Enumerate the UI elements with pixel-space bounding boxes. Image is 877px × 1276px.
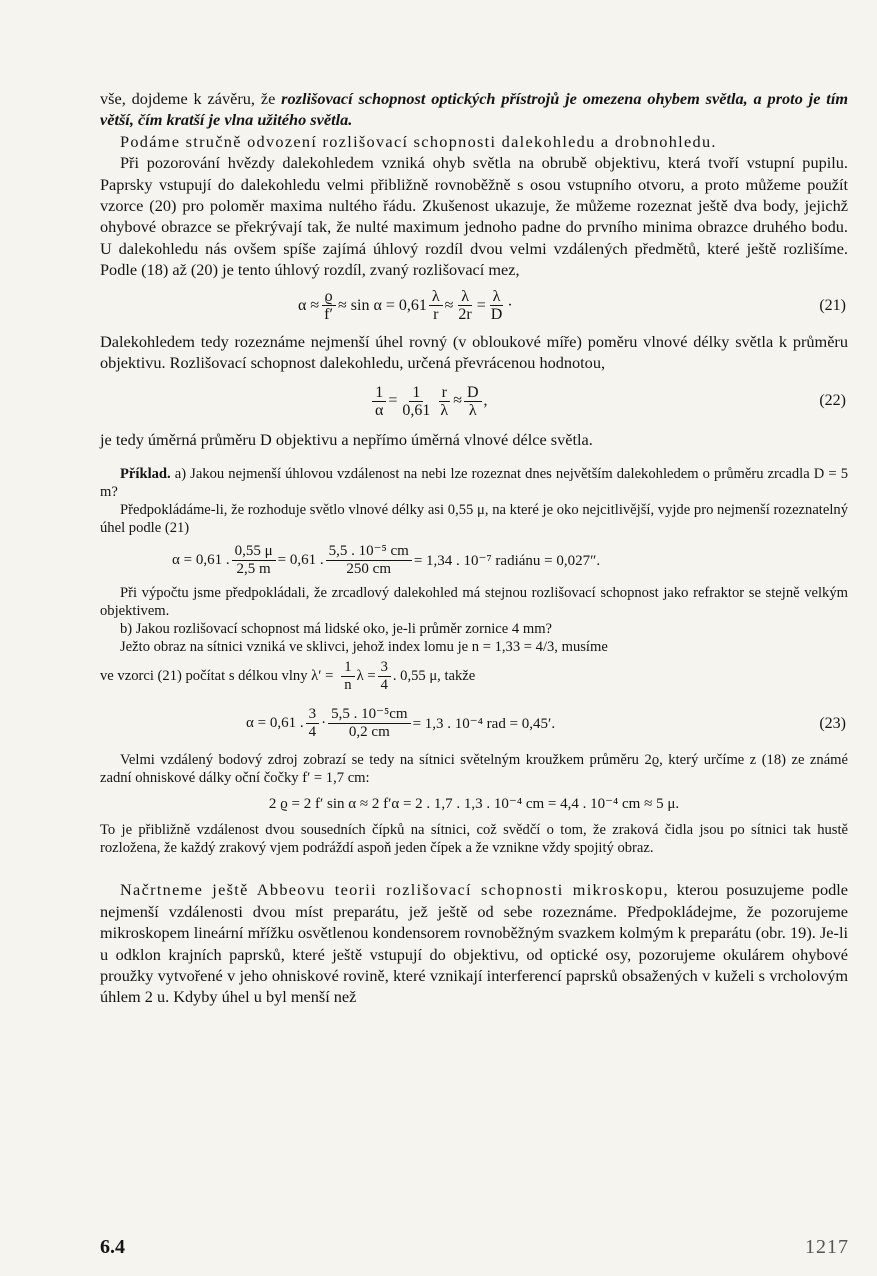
equation-number: (22) <box>819 392 846 410</box>
denominator: 0,2 cm <box>348 724 390 740</box>
example-retina: Velmi vzdálený bodový zdroj zobrazí se tedy na sítnici světelným kroužkem průměru 2ϱ, který určíme z (18) ze známé zadní ohniskové dálky oční čočky f′ = 1,7 cm: <box>100 751 848 786</box>
example-question-b: b) Jakou rozlišovací schopnost má lidské oko, je-li průměr zornice 4 mm? <box>120 621 553 638</box>
equation-number: (23) <box>819 714 846 732</box>
fraction <box>306 706 320 741</box>
numerator: 5,5 . 10⁻⁵ cm <box>326 543 412 561</box>
numerator: λ <box>429 288 443 306</box>
equation-21 <box>100 281 848 331</box>
paragraph-telescope: Při pozorování hvězdy dalekohledem vzniká ohyb světla na obrubě objektivu, která tvoří vstupní pupilu. Paprsky vstupují do dalekohledu velmi přibližně rovnoběžně s osou vstupního otvoru, a proto můžeme použít vzorce (20) pro poloměr maxima nultého řádu. Zkušenost ukazuje, že můžeme rozeznat ještě dva body, jejichž ohybové obrazce se překrývají tak, že nulté maximum jednoho padne do prvního minima obrazce druhého bodu. U dalekohledu nás ovšem spíše zajímá úhlový rozdíl dvou velmi vzdálených předmětů, které ještě rozlišíme. Podle (18) až (20) je tento úhlový rozdíl, zvaný rozlišovací mez, <box>100 153 848 280</box>
emphasis-text: rozlišovací schopnost optických přístrojů je omezena ohybem světla, a proto je tím větší, čím kratší je vlna užitého světla. <box>100 89 849 130</box>
example-index: Ježto obraz na sítnici vzniká ve sklivci, jehož index lomu je n = 1,33 = 4/3, musíme <box>120 639 608 656</box>
numerator: 3 <box>378 659 391 677</box>
numerator: λ <box>458 288 472 306</box>
example-conclusion: To je přibližně vzdálenost dvou sousedních čípků na sítnici, což svědčí o tom, že zraková čidla jsou po sítnici tak hustě rozložena, že každý zrakový vjem podráždí aspoň jeden čípek a že vznikne vždy spojitý obraz. <box>100 821 848 857</box>
paragraph-proportional: je tedy úměrná průměru D objektivu a nepřímo úměrná vlnové délce světla. <box>100 430 593 450</box>
numerator: 3 <box>306 706 320 724</box>
fraction <box>372 384 386 419</box>
denominator: 250 cm <box>346 561 391 578</box>
numerator: 1 <box>409 384 423 402</box>
denominator: n <box>344 677 352 693</box>
numerator: λ <box>490 288 504 306</box>
section-number: 6.4 <box>100 1236 125 1258</box>
denominator: D <box>490 306 503 324</box>
eq-term: = <box>476 296 486 314</box>
example-wavelength <box>100 657 848 697</box>
fraction <box>488 288 506 323</box>
fraction <box>464 384 482 419</box>
page-number: 1217 <box>805 1236 849 1258</box>
numerator: 5,5 . 10⁻⁵cm <box>328 706 410 724</box>
denominator: f′ <box>324 306 333 324</box>
fraction <box>399 384 433 419</box>
fraction <box>326 543 412 578</box>
equation-example-c: 2 ϱ = 2 f′ sin α ≈ 2 f′α = 2 . 1,7 . 1,3 . 10⁻⁴ cm = 4,4 . 10⁻⁴ cm ≈ 5 μ. <box>268 795 680 812</box>
example-block <box>100 465 848 857</box>
fraction <box>378 659 391 694</box>
fraction <box>328 706 410 741</box>
eq-term: = 1,34 . 10⁻⁷ radiánu = 0,027″. <box>413 553 601 570</box>
numerator: D <box>464 384 482 402</box>
equation-22 <box>100 373 848 429</box>
page-footer <box>100 1236 849 1259</box>
equation-number: (21) <box>819 296 846 314</box>
example-label: Příklad. <box>120 465 171 482</box>
fraction <box>321 288 336 323</box>
denominator: λ <box>468 401 477 419</box>
denominator: 2,5 m <box>236 561 271 578</box>
paragraph-derivation-intro <box>100 131 848 152</box>
fraction <box>455 288 474 323</box>
denominator: α <box>375 401 384 419</box>
fraction <box>232 543 276 578</box>
equation-23 <box>100 697 848 751</box>
denominator: 4 <box>380 677 388 693</box>
fraction <box>429 288 443 323</box>
text-run: kterou posuzujeme podle nejmenší vzdálenosti dvou míst preparátu, jež ještě od sebe rozeznáme. Předpokládejme, že pozorujeme mikroskopem lineární mřížku osvětlenou kondensorem rovnoběžným svazkem kolmým k preparátu (obr. 19). Je-li u odklon krajních paprsků, které ještě vstupují do objektivu, od optické osy, pozorujeme okulárem ohybové proužky vytvořené v jeho ohniskové rovině, které vznikají interferencí paprsků obsažených v kuželi s vrcholovým úhlem 2 u. Kdyby úhel u byl menší než <box>100 880 848 1007</box>
text-run: ve vzorci (21) počítat s délkou vlny λ′ = <box>100 668 334 685</box>
eq-term: ≈ <box>444 296 454 314</box>
paragraph-resolving-power: Dalekohledem tedy rozeznáme nejmenší úhel rovný (v obloukové míře) poměru vlnové délky světla k průměru objektivu. Rozlišovací schopnost dalekohledu, určená převrácenou hodnotou, <box>100 331 848 373</box>
paragraph-conclusion <box>100 88 848 131</box>
numerator: 1 <box>341 659 354 677</box>
text-run: vše, dojdeme k závěru, že <box>100 89 282 108</box>
eq-term: α = 0,61 . <box>172 552 230 569</box>
eq-term: = 0,61 . <box>277 552 324 569</box>
eq-term: , <box>483 392 488 410</box>
numerator: ϱ <box>322 288 336 306</box>
text-run: . 0,55 μ, takže <box>392 668 476 685</box>
spaced-text: Načrtneme ještě Abbeovu teorii rozlišovací schopnosti mikroskopu, <box>120 880 669 900</box>
denominator: 2r <box>458 306 472 324</box>
denominator: 0,61 <box>402 401 431 419</box>
numerator: r <box>439 384 450 402</box>
eq-term: ≈ <box>453 392 462 410</box>
eq-term: = <box>388 392 398 410</box>
eq-term: = 1,3 . 10⁻⁴ rad = 0,45′. <box>412 716 556 732</box>
paragraph-abbe <box>100 879 848 1007</box>
eq-term: α = 0,61 . <box>246 715 304 731</box>
eq-term: · <box>321 715 327 731</box>
equation-example-a <box>100 538 848 584</box>
numerator: 0,55 μ <box>232 543 276 561</box>
spaced-text: Podáme stručně odvození rozlišovací schopnosti dalekohledu a drobnohledu. <box>120 131 717 151</box>
eq-term: α ≈ <box>298 296 320 314</box>
numerator: 1 <box>372 384 386 402</box>
denominator: r <box>433 306 439 324</box>
example-question-a <box>100 465 848 501</box>
eq-term: ≈ sin α = 0,61 <box>338 296 427 314</box>
example-assumption: Předpokládáme-li, že rozhoduje světlo vlnové délky asi 0,55 μ, na které je oko nejcitlivější, vyjde pro nejmenší rozeznatelný úhel podle (21) <box>100 502 848 537</box>
denominator: λ <box>440 401 449 419</box>
page-content <box>100 88 848 1008</box>
fraction <box>341 659 354 694</box>
fraction <box>437 384 451 419</box>
text-run: a) Jakou nejmenší úhlovou vzdálenost na nebi lze rozeznat dnes největším dalekohledem o průměru zrcadla D = 5 m? <box>100 465 848 501</box>
example-note: Při výpočtu jsme předpokládali, že zrcadlový dalekohled má stejnou rozlišovací schopnost jako refraktor se stejně velkým objektivem. <box>100 584 848 619</box>
eq-term: λ = <box>356 668 376 685</box>
eq-term: · <box>507 296 513 314</box>
denominator: 4 <box>308 724 317 740</box>
